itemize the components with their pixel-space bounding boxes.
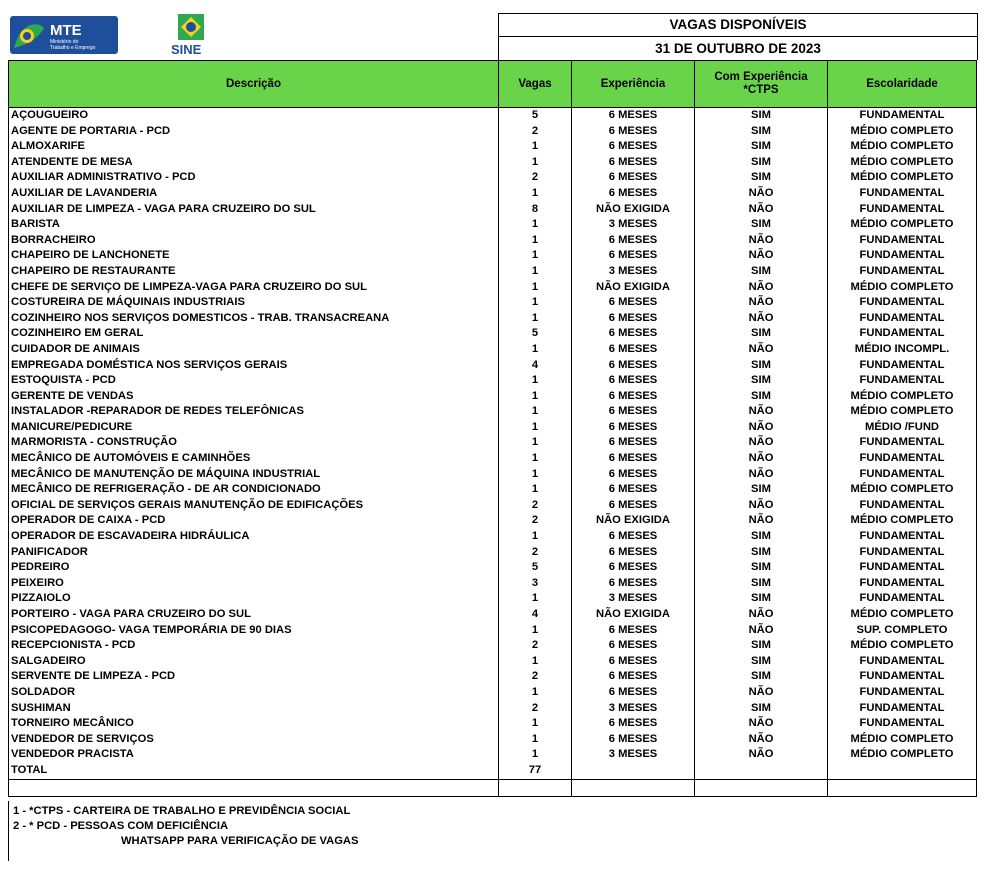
table-row [9, 513, 977, 529]
cell-experience: 6 MESES [572, 155, 695, 171]
cell-experience: 6 MESES [572, 498, 695, 514]
cell-ctps: NÃO [695, 685, 828, 701]
svg-text:SINE: SINE [171, 42, 202, 57]
cell-vacancies: 1 [499, 248, 572, 264]
cell-ctps: SIM [695, 108, 828, 124]
cell-schooling: MÉDIO COMPLETO [828, 139, 977, 155]
cell-ctps: NÃO [695, 248, 828, 264]
cell-experience: 6 MESES [572, 326, 695, 342]
cell-vacancies: 2 [499, 513, 572, 529]
cell-ctps: NÃO [695, 420, 828, 436]
cell-ctps: SIM [695, 170, 828, 186]
table-row [9, 747, 977, 763]
table-row [9, 311, 977, 327]
cell-schooling: MÉDIO COMPLETO [828, 170, 977, 186]
table-row [9, 170, 977, 186]
cell-experience: 6 MESES [572, 576, 695, 592]
cell-ctps: NÃO [695, 732, 828, 748]
cell-ctps: SIM [695, 264, 828, 280]
cell-experience: 6 MESES [572, 623, 695, 639]
cell-ctps: SIM [695, 482, 828, 498]
cell-vacancies: 1 [499, 217, 572, 233]
cell-vacancies: 1 [499, 186, 572, 202]
cell-vacancies: 2 [499, 545, 572, 561]
table-row [9, 139, 977, 155]
cell-schooling: FUNDAMENTAL [828, 108, 977, 124]
cell-description: CHEFE DE SERVIÇO DE LIMPEZA-VAGA PARA CRUZEIRO DO SUL [9, 280, 499, 296]
cell-vacancies: 5 [499, 326, 572, 342]
cell-experience: 3 MESES [572, 217, 695, 233]
cell-schooling: MÉDIO COMPLETO [828, 482, 977, 498]
table-row [9, 435, 977, 451]
cell-experience: 6 MESES [572, 685, 695, 701]
cell-description: AUXILIAR DE LIMPEZA - VAGA PARA CRUZEIRO DO SUL [9, 202, 499, 218]
cell-ctps: NÃO [695, 404, 828, 420]
cell-schooling: MÉDIO COMPLETO [828, 607, 977, 623]
cell-vacancies: 2 [499, 124, 572, 140]
cell-description: COZINHEIRO EM GERAL [9, 326, 499, 342]
cell-vacancies: 2 [499, 669, 572, 685]
cell-ctps: NÃO [695, 716, 828, 732]
cell-ctps: NÃO [695, 435, 828, 451]
cell-schooling: FUNDAMENTAL [828, 186, 977, 202]
cell-schooling: FUNDAMENTAL [828, 202, 977, 218]
cell-vacancies: 2 [499, 170, 572, 186]
table-row [9, 280, 977, 296]
cell-vacancies: 4 [499, 358, 572, 374]
cell-vacancies: 1 [499, 420, 572, 436]
col-header-vacancies: Vagas [499, 61, 572, 108]
report-date: 31 DE OUTUBRO DE 2023 [655, 41, 821, 56]
cell-schooling: FUNDAMENTAL [828, 701, 977, 717]
cell-ctps: SIM [695, 701, 828, 717]
cell-description: PSICOPEDAGOGO- VAGA TEMPORÁRIA DE 90 DIAS [9, 623, 499, 639]
empty-cell [695, 763, 828, 779]
table-row [9, 451, 977, 467]
table-row [9, 638, 977, 654]
cell-ctps: NÃO [695, 467, 828, 483]
cell-experience: 6 MESES [572, 373, 695, 389]
cell-description: AÇOUGUEIRO [9, 108, 499, 124]
svg-text:MTE: MTE [50, 22, 82, 39]
cell-description: AUXILIAR DE LAVANDERIA [9, 186, 499, 202]
cell-schooling: MÉDIO COMPLETO [828, 389, 977, 405]
cell-ctps: SIM [695, 560, 828, 576]
cell-vacancies: 2 [499, 701, 572, 717]
cell-schooling: FUNDAMENTAL [828, 529, 977, 545]
cell-description: ALMOXARIFE [9, 139, 499, 155]
cell-vacancies: 2 [499, 638, 572, 654]
empty-cell [9, 779, 499, 796]
cell-vacancies: 1 [499, 467, 572, 483]
cell-schooling: FUNDAMENTAL [828, 576, 977, 592]
cell-description: CUIDADOR DE ANIMAIS [9, 342, 499, 358]
table-row [9, 591, 977, 607]
table-row [9, 342, 977, 358]
empty-cell [828, 763, 977, 779]
cell-schooling: FUNDAMENTAL [828, 326, 977, 342]
cell-experience: 6 MESES [572, 108, 695, 124]
cell-description: SOLDADOR [9, 685, 499, 701]
col-header-description: Descrição [9, 61, 499, 108]
total-value: 77 [499, 763, 572, 779]
cell-ctps: NÃO [695, 186, 828, 202]
table-row [9, 264, 977, 280]
cell-vacancies: 1 [499, 482, 572, 498]
cell-ctps: NÃO [695, 342, 828, 358]
header-title-box [498, 13, 978, 60]
table-row [9, 716, 977, 732]
cell-description: SALGADEIRO [9, 654, 499, 670]
table-row [9, 685, 977, 701]
cell-schooling: MÉDIO COMPLETO [828, 404, 977, 420]
table-row [9, 576, 977, 592]
cell-schooling: MÉDIO COMPLETO [828, 638, 977, 654]
cell-description: SERVENTE DE LIMPEZA - PCD [9, 669, 499, 685]
cell-vacancies: 8 [499, 202, 572, 218]
cell-schooling: FUNDAMENTAL [828, 311, 977, 327]
cell-vacancies: 1 [499, 623, 572, 639]
cell-ctps: NÃO [695, 233, 828, 249]
cell-schooling: FUNDAMENTAL [828, 498, 977, 514]
empty-cell [572, 763, 695, 779]
cell-ctps: NÃO [695, 311, 828, 327]
cell-experience: 6 MESES [572, 311, 695, 327]
cell-ctps: NÃO [695, 747, 828, 763]
cell-experience: 6 MESES [572, 186, 695, 202]
cell-description: PIZZAIOLO [9, 591, 499, 607]
cell-experience: 6 MESES [572, 638, 695, 654]
table-row [9, 467, 977, 483]
cell-schooling: FUNDAMENTAL [828, 467, 977, 483]
cell-schooling: FUNDAMENTAL [828, 560, 977, 576]
cell-ctps: SIM [695, 389, 828, 405]
table-row [9, 186, 977, 202]
cell-experience: NÃO EXIGIDA [572, 202, 695, 218]
cell-schooling: MÉDIO COMPLETO [828, 155, 977, 171]
cell-description: MECÂNICO DE MANUTENÇÃO DE MÁQUINA INDUSTRIAL [9, 467, 499, 483]
cell-ctps: SIM [695, 217, 828, 233]
cell-vacancies: 5 [499, 108, 572, 124]
col-header-schooling: Escolaridade [828, 61, 977, 108]
cell-schooling: MÉDIO /FUND [828, 420, 977, 436]
table-row [9, 654, 977, 670]
cell-experience: 6 MESES [572, 358, 695, 374]
vacancies-table [8, 60, 977, 797]
cell-ctps: SIM [695, 358, 828, 374]
cell-experience: 3 MESES [572, 264, 695, 280]
table-row [9, 233, 977, 249]
cell-ctps: NÃO [695, 498, 828, 514]
svg-text:Ministério do: Ministério do [50, 39, 79, 45]
sheet-header [8, 13, 976, 60]
cell-schooling: FUNDAMENTAL [828, 451, 977, 467]
cell-description: SUSHIMAN [9, 701, 499, 717]
cell-vacancies: 1 [499, 389, 572, 405]
cell-ctps: SIM [695, 638, 828, 654]
cell-schooling: FUNDAMENTAL [828, 591, 977, 607]
cell-vacancies: 2 [499, 498, 572, 514]
cell-experience: 6 MESES [572, 529, 695, 545]
table-row [9, 560, 977, 576]
cell-vacancies: 1 [499, 529, 572, 545]
cell-description: RECEPCIONISTA - PCD [9, 638, 499, 654]
cell-schooling: MÉDIO COMPLETO [828, 513, 977, 529]
cell-vacancies: 1 [499, 342, 572, 358]
cell-experience: 6 MESES [572, 716, 695, 732]
cell-experience: 6 MESES [572, 139, 695, 155]
cell-description: GERENTE DE VENDAS [9, 389, 499, 405]
cell-description: OFICIAL DE SERVIÇOS GERAIS MANUTENÇÃO DE EDIFICAÇÕES [9, 498, 499, 514]
cell-experience: 6 MESES [572, 404, 695, 420]
cell-experience: 3 MESES [572, 591, 695, 607]
table-row [9, 623, 977, 639]
cell-vacancies: 3 [499, 576, 572, 592]
cell-ctps: NÃO [695, 280, 828, 296]
cell-experience: 6 MESES [572, 545, 695, 561]
cell-description: CHAPEIRO DE RESTAURANTE [9, 264, 499, 280]
cell-ctps: SIM [695, 124, 828, 140]
cell-description: PEDREIRO [9, 560, 499, 576]
cell-description: AGENTE DE PORTARIA - PCD [9, 124, 499, 140]
cell-schooling: MÉDIO COMPLETO [828, 217, 977, 233]
cell-experience: 6 MESES [572, 295, 695, 311]
footnote-whatsapp: WHATSAPP PARA VERIFICAÇÃO DE VAGAS [121, 835, 359, 847]
table-row [9, 108, 977, 124]
cell-experience: 6 MESES [572, 248, 695, 264]
table-row [9, 404, 977, 420]
sine-logo [166, 13, 214, 58]
cell-ctps: NÃO [695, 451, 828, 467]
cell-description: PANIFICADOR [9, 545, 499, 561]
cell-schooling: FUNDAMENTAL [828, 295, 977, 311]
cell-vacancies: 1 [499, 716, 572, 732]
blank-row [9, 779, 977, 796]
cell-schooling: FUNDAMENTAL [828, 358, 977, 374]
cell-experience: 6 MESES [572, 732, 695, 748]
cell-description: ATENDENTE DE MESA [9, 155, 499, 171]
cell-vacancies: 1 [499, 404, 572, 420]
cell-description: CHAPEIRO DE LANCHONETE [9, 248, 499, 264]
cell-description: COZINHEIRO NOS SERVIÇOS DOMESTICOS - TRAB. TRANSACREANA [9, 311, 499, 327]
cell-ctps: SIM [695, 529, 828, 545]
cell-schooling: SUP. COMPLETO [828, 623, 977, 639]
cell-experience: 6 MESES [572, 124, 695, 140]
cell-experience: 6 MESES [572, 420, 695, 436]
cell-experience: 3 MESES [572, 747, 695, 763]
cell-vacancies: 1 [499, 591, 572, 607]
cell-description: COSTUREIRA DE MÁQUINAIS INDUSTRIAIS [9, 295, 499, 311]
empty-cell [695, 779, 828, 796]
cell-description: BORRACHEIRO [9, 233, 499, 249]
cell-vacancies: 5 [499, 560, 572, 576]
cell-description: MECÂNICO DE AUTOMÓVEIS E CAMINHÕES [9, 451, 499, 467]
cell-description: BARISTA [9, 217, 499, 233]
cell-vacancies: 1 [499, 280, 572, 296]
cell-description: ESTOQUISTA - PCD [9, 373, 499, 389]
cell-description: PEIXEIRO [9, 576, 499, 592]
cell-schooling: FUNDAMENTAL [828, 233, 977, 249]
cell-schooling: MÉDIO COMPLETO [828, 747, 977, 763]
col-header-ctps: Com Experiência *CTPS [695, 61, 828, 108]
cell-experience: 6 MESES [572, 170, 695, 186]
cell-vacancies: 1 [499, 264, 572, 280]
table-row [9, 373, 977, 389]
cell-experience: 6 MESES [572, 467, 695, 483]
cell-ctps: SIM [695, 576, 828, 592]
footnotes [8, 801, 977, 861]
cell-schooling: MÉDIO COMPLETO [828, 124, 977, 140]
cell-experience: 6 MESES [572, 451, 695, 467]
table-row [9, 420, 977, 436]
job-vacancies-sheet [8, 13, 976, 797]
cell-description: INSTALADOR -REPARADOR DE REDES TELEFÔNICAS [9, 404, 499, 420]
cell-vacancies: 1 [499, 732, 572, 748]
cell-experience: 6 MESES [572, 435, 695, 451]
empty-cell [828, 779, 977, 796]
cell-schooling: FUNDAMENTAL [828, 373, 977, 389]
table-row [9, 732, 977, 748]
cell-schooling: MÉDIO COMPLETO [828, 280, 977, 296]
cell-description: MECÂNICO DE REFRIGERAÇÃO - DE AR CONDICIONADO [9, 482, 499, 498]
cell-schooling: FUNDAMENTAL [828, 248, 977, 264]
table-row [9, 295, 977, 311]
cell-experience: 6 MESES [572, 560, 695, 576]
cell-vacancies: 1 [499, 155, 572, 171]
svg-text:Trabalho e Emprego: Trabalho e Emprego [50, 45, 96, 51]
cell-experience: NÃO EXIGIDA [572, 607, 695, 623]
cell-vacancies: 1 [499, 139, 572, 155]
empty-cell [572, 779, 695, 796]
cell-experience: 6 MESES [572, 342, 695, 358]
cell-experience: 6 MESES [572, 482, 695, 498]
cell-vacancies: 1 [499, 451, 572, 467]
cell-ctps: SIM [695, 373, 828, 389]
table-row [9, 545, 977, 561]
cell-ctps: NÃO [695, 607, 828, 623]
table-row [9, 701, 977, 717]
cell-ctps: NÃO [695, 202, 828, 218]
cell-experience: 6 MESES [572, 669, 695, 685]
cell-description: EMPREGADA DOMÉSTICA NOS SERVIÇOS GERAIS [9, 358, 499, 374]
table-row [9, 607, 977, 623]
cell-schooling: FUNDAMENTAL [828, 716, 977, 732]
cell-description: MARMORISTA - CONSTRUÇÃO [9, 435, 499, 451]
cell-vacancies: 1 [499, 747, 572, 763]
empty-cell [499, 779, 572, 796]
cell-schooling: FUNDAMENTAL [828, 685, 977, 701]
cell-ctps: SIM [695, 591, 828, 607]
cell-description: VENDEDOR PRACISTA [9, 747, 499, 763]
table-row [9, 669, 977, 685]
cell-description: OPERADOR DE ESCAVADEIRA HIDRÁULICA [9, 529, 499, 545]
cell-ctps: SIM [695, 155, 828, 171]
cell-ctps: SIM [695, 654, 828, 670]
cell-experience: NÃO EXIGIDA [572, 280, 695, 296]
cell-vacancies: 1 [499, 654, 572, 670]
table-row [9, 248, 977, 264]
table-row [9, 155, 977, 171]
cell-vacancies: 1 [499, 295, 572, 311]
total-label: TOTAL [9, 763, 499, 779]
cell-vacancies: 4 [499, 607, 572, 623]
table-row [9, 217, 977, 233]
cell-description: PORTEIRO - VAGA PARA CRUZEIRO DO SUL [9, 607, 499, 623]
table-row [9, 326, 977, 342]
cell-ctps: SIM [695, 326, 828, 342]
cell-vacancies: 1 [499, 233, 572, 249]
cell-description: TORNEIRO MECÂNICO [9, 716, 499, 732]
table-body [9, 108, 977, 797]
footnote-pcd: 2 - * PCD - PESSOAS COM DEFICIÊNCIA [13, 820, 229, 832]
cell-vacancies: 1 [499, 373, 572, 389]
cell-schooling: MÉDIO INCOMPL. [828, 342, 977, 358]
cell-experience: 6 MESES [572, 654, 695, 670]
cell-experience: 6 MESES [572, 389, 695, 405]
cell-ctps: NÃO [695, 513, 828, 529]
table-row [9, 482, 977, 498]
col-header-experience: Experiência [572, 61, 695, 108]
cell-ctps: SIM [695, 545, 828, 561]
total-row [9, 763, 977, 779]
cell-description: MANICURE/PEDICURE [9, 420, 499, 436]
cell-vacancies: 1 [499, 685, 572, 701]
page-title: VAGAS DISPONÍVEIS [499, 14, 977, 37]
cell-schooling: MÉDIO COMPLETO [828, 732, 977, 748]
cell-experience: 3 MESES [572, 701, 695, 717]
table-row [9, 498, 977, 514]
cell-ctps: SIM [695, 139, 828, 155]
cell-schooling: FUNDAMENTAL [828, 654, 977, 670]
cell-ctps: NÃO [695, 623, 828, 639]
cell-schooling: FUNDAMENTAL [828, 264, 977, 280]
table-header-row [9, 61, 977, 108]
cell-vacancies: 1 [499, 435, 572, 451]
cell-schooling: FUNDAMENTAL [828, 669, 977, 685]
cell-description: VENDEDOR DE SERVIÇOS [9, 732, 499, 748]
cell-experience: NÃO EXIGIDA [572, 513, 695, 529]
cell-schooling: FUNDAMENTAL [828, 435, 977, 451]
cell-ctps: NÃO [695, 295, 828, 311]
footnote-ctps: 1 - *CTPS - CARTEIRA DE TRABALHO E PREVIDÊNCIA SOCIAL [13, 805, 351, 817]
cell-description: AUXILIAR ADMINISTRATIVO - PCD [9, 170, 499, 186]
cell-schooling: FUNDAMENTAL [828, 545, 977, 561]
cell-ctps: SIM [695, 669, 828, 685]
table-row [9, 358, 977, 374]
cell-vacancies: 1 [499, 311, 572, 327]
table-row [9, 202, 977, 218]
table-row [9, 124, 977, 140]
cell-description: OPERADOR DE CAIXA - PCD [9, 513, 499, 529]
table-row [9, 389, 977, 405]
table-row [9, 529, 977, 545]
mte-logo [10, 14, 118, 56]
cell-experience: 6 MESES [572, 233, 695, 249]
